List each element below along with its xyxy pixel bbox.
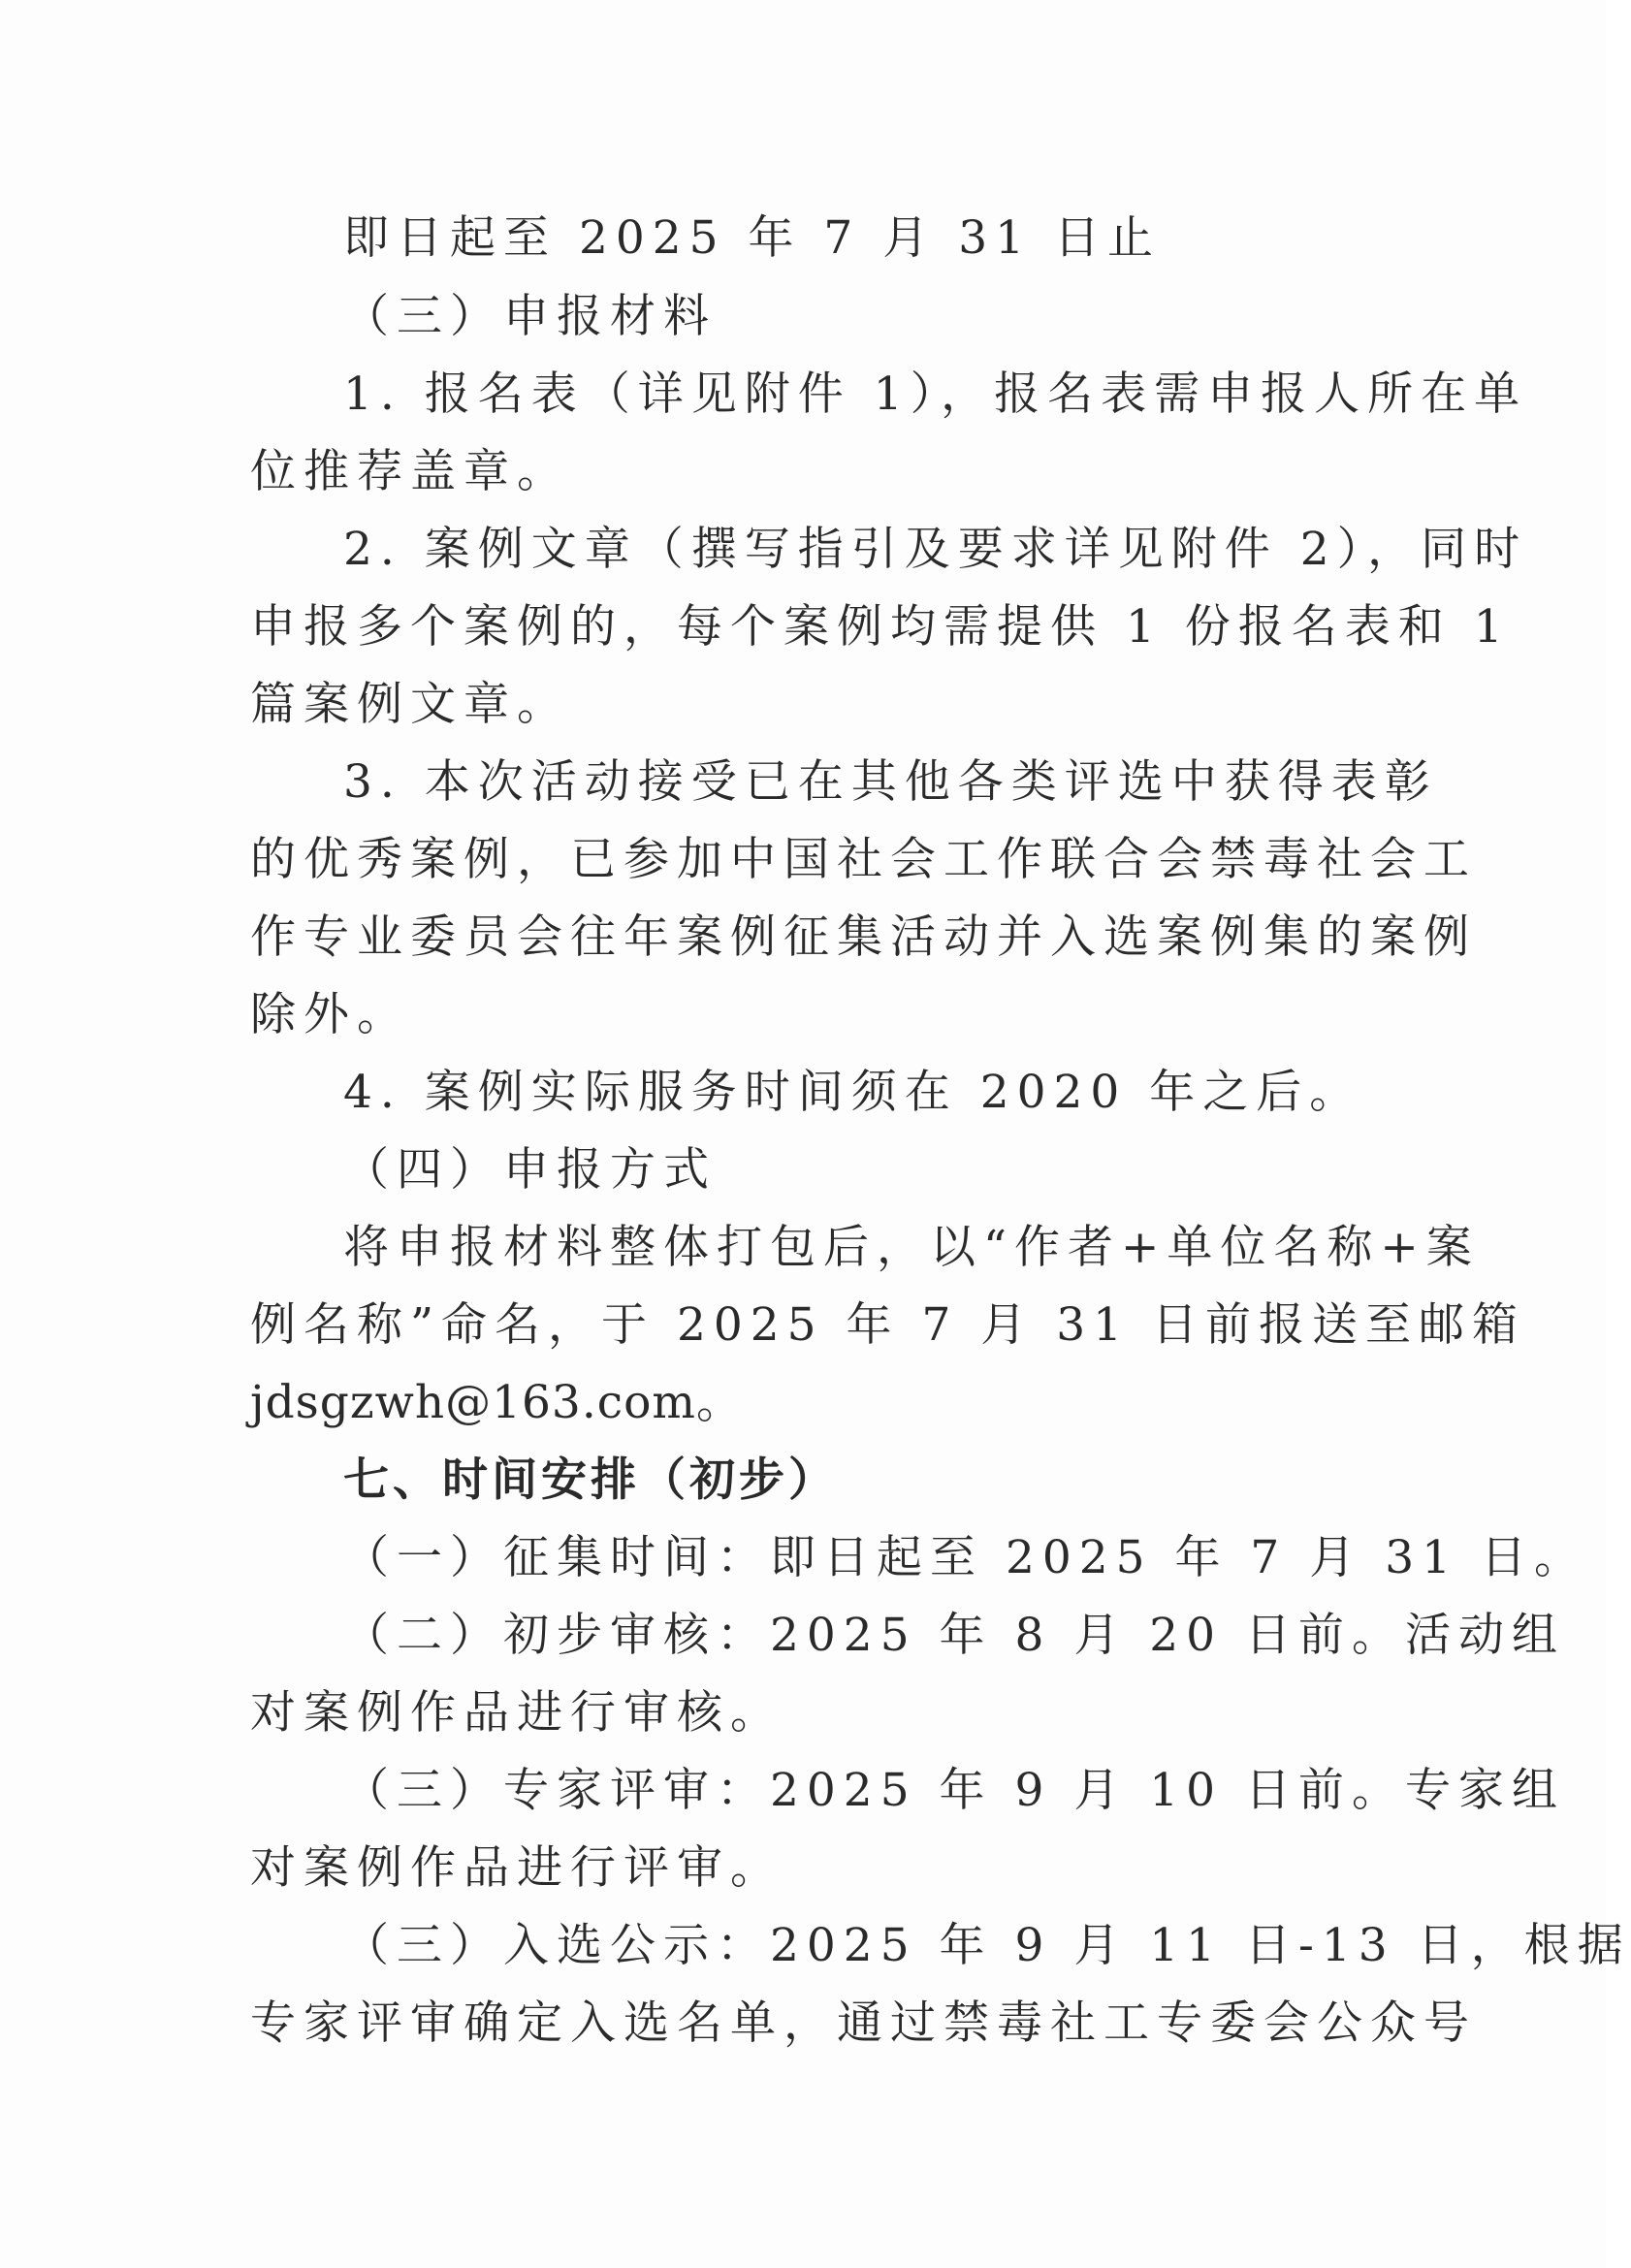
section-subheading: （四）申报方式	[343, 1143, 717, 1197]
paragraph-line: （二）初步审核：2025 年 8 月 20 日前。活动组	[343, 1609, 1566, 1662]
paragraph-line: 将申报材料整体打包后，以“作者+单位名称+案	[343, 1221, 1480, 1274]
paragraph-line: 对案例作品进行审核。	[250, 1686, 784, 1740]
section-heading: 七、时间安排（初步）	[343, 1453, 838, 1507]
paragraph-line: 申报多个案例的，每个案例均需提供 1 份报名表和 1	[250, 600, 1511, 654]
paragraph-line: 4. 案例实际服务时间须在 2020 年之后。	[343, 1066, 1363, 1119]
section-subheading: （三）申报材料	[343, 290, 717, 343]
paragraph-line: 的优秀案例，已参加中国社会工作联合会禁毒社会工	[250, 833, 1477, 886]
paragraph-line: 1. 报名表（详见附件 1），报名表需申报人所在单	[343, 367, 1528, 421]
paragraph-line: 例名称”命名，于 2025 年 7 月 31 日前报送至邮箱	[250, 1298, 1525, 1352]
paragraph-line: （三）入选公示：2025 年 9 月 11 日-13 日，根据	[343, 1919, 1631, 1972]
paragraph-line: 专家评审确定入选名单，通过禁毒社工专委会公众号	[250, 1996, 1477, 2050]
paragraph-line: 2. 案例文章（撰写指引及要求详见附件 2），同时	[343, 523, 1528, 576]
paragraph-line: 3. 本次活动接受已在其他各类评选中获得表彰	[343, 755, 1438, 809]
paragraph-line: 对案例作品进行评审。	[250, 1841, 784, 1895]
paragraph-line: 除外。	[250, 988, 410, 1041]
paragraph-line: 作专业委员会往年案例征集活动并入选案例集的案例	[250, 910, 1477, 964]
paragraph-line: 篇案例文章。	[250, 678, 570, 731]
paragraph-line: （三）专家评审：2025 年 9 月 10 日前。专家组	[343, 1764, 1566, 1817]
email-address: jdsgzwh@163.com。	[250, 1376, 743, 1429]
paragraph-line: 位推荐盖章。	[250, 445, 570, 498]
paragraph-line: 即日起至 2025 年 7 月 31 日止	[343, 211, 1161, 265]
paragraph-line: （一）征集时间：即日起至 2025 年 7 月 31 日。	[343, 1531, 1587, 1584]
